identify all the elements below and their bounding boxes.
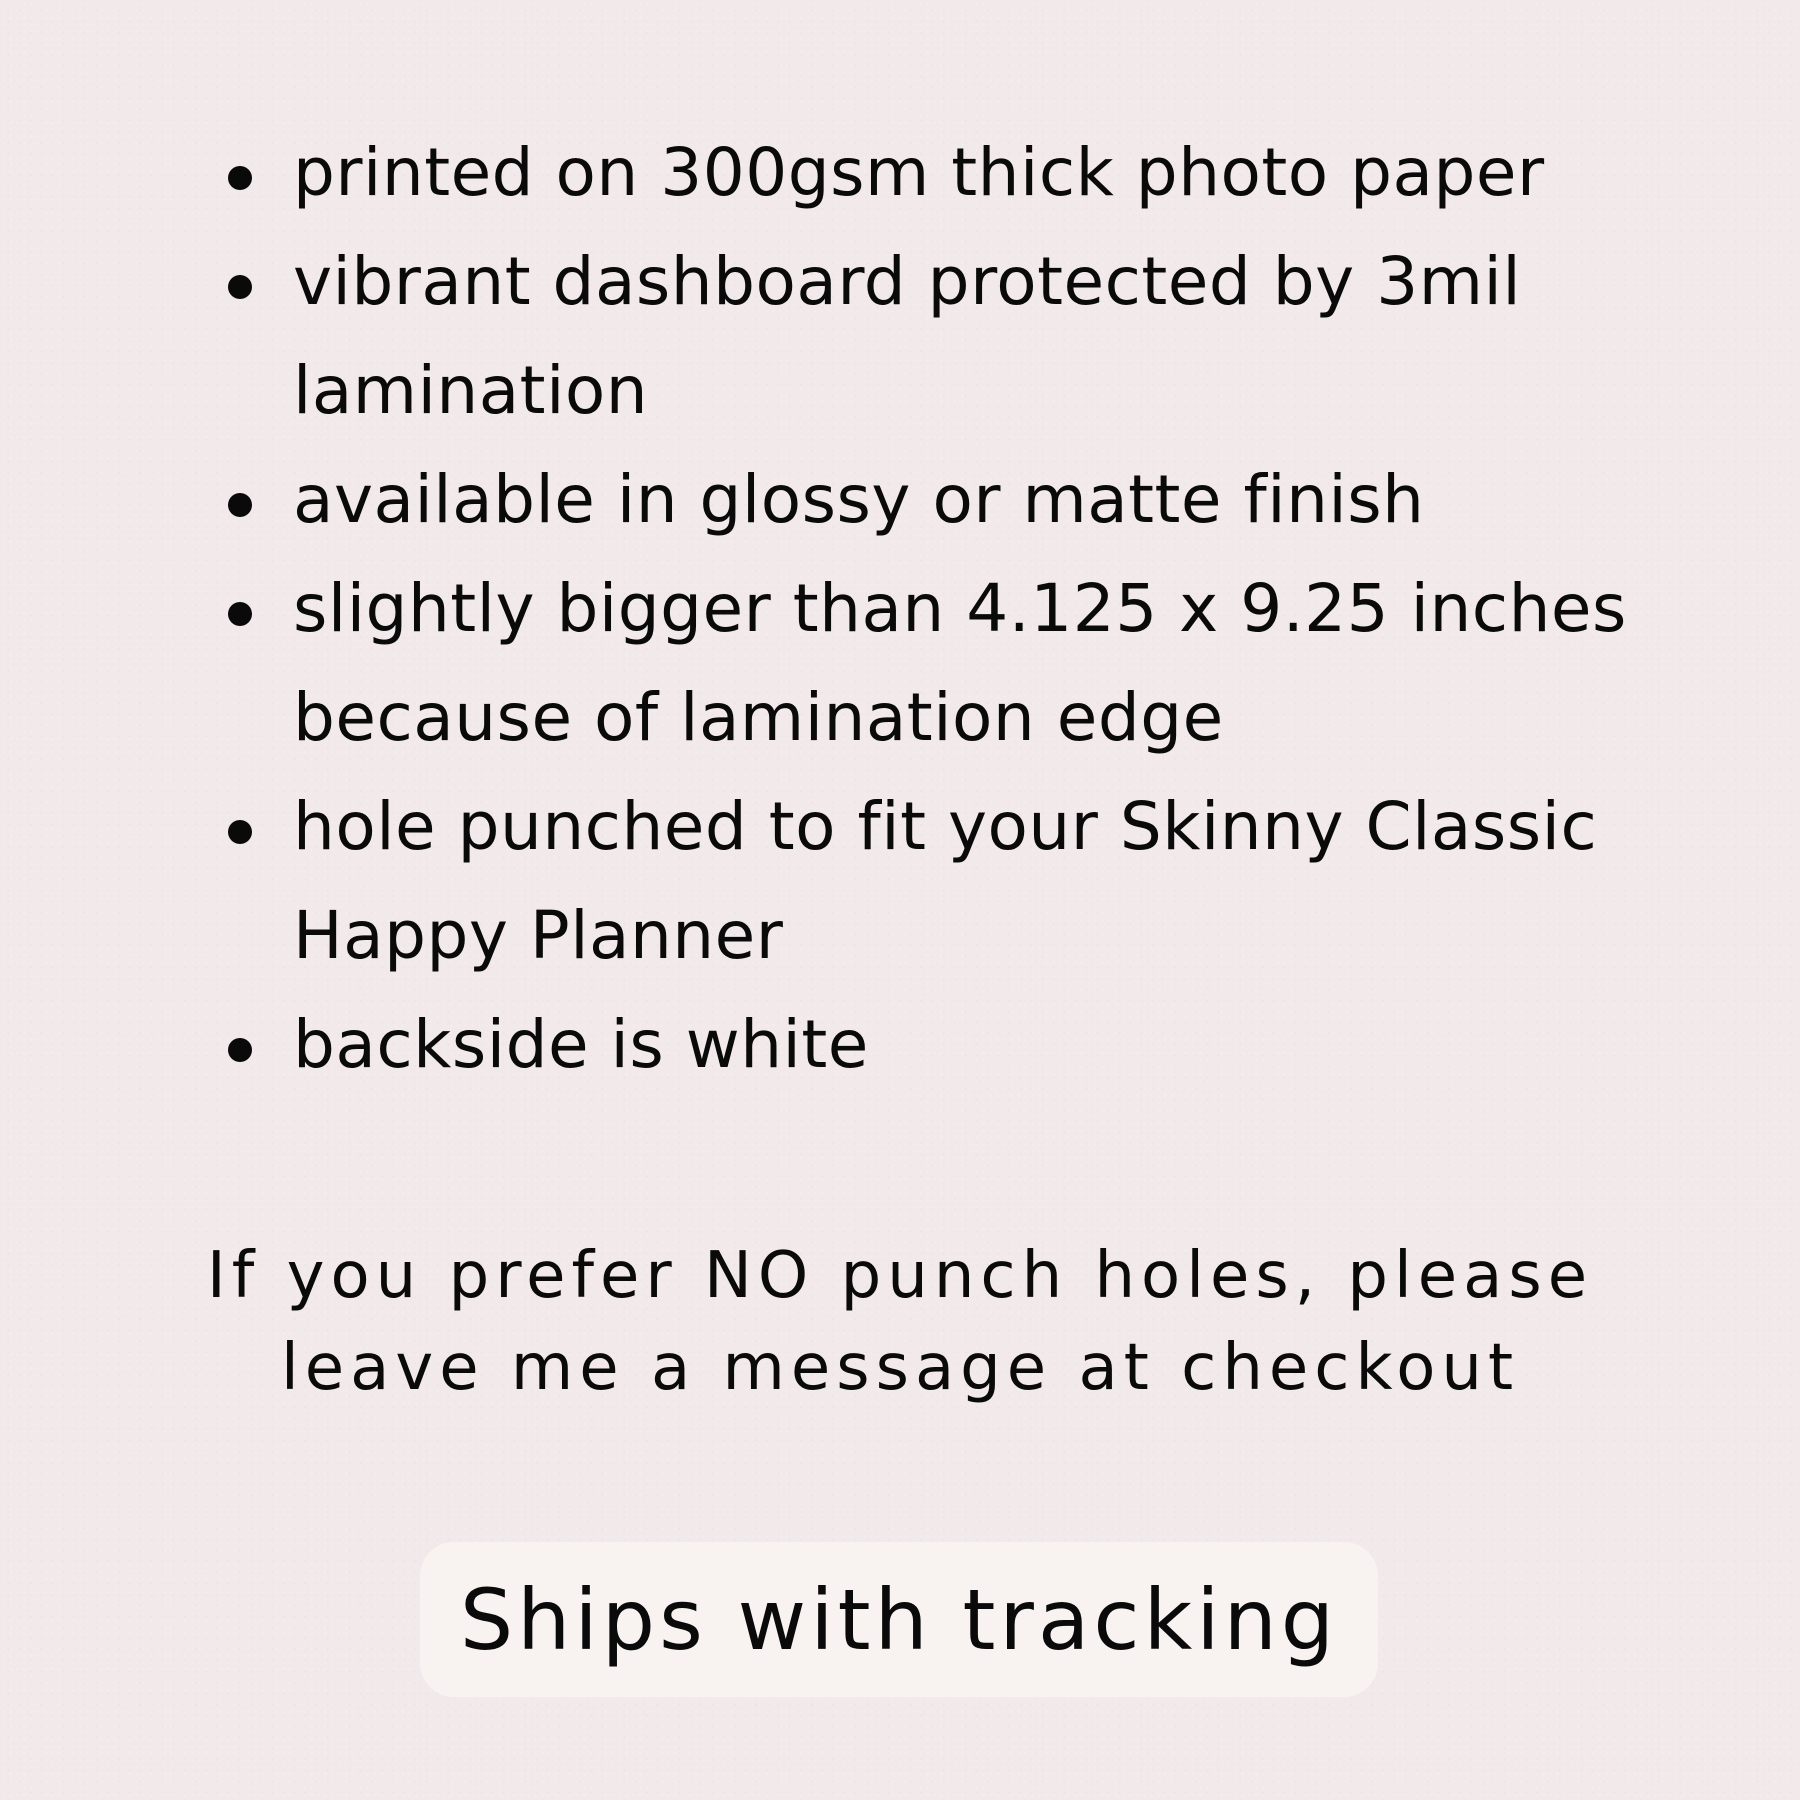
bullet-dot-icon [228, 820, 252, 844]
feature-text: available in glossy or matte finish [293, 461, 1425, 538]
feature-text: slightly bigger than 4.125 x 9.25 inches because of lamination edge [293, 570, 1627, 756]
feature-text: vibrant dashboard protected by 3mil lamination [293, 243, 1522, 429]
feature-text: backside is white [293, 1006, 869, 1083]
list-item [228, 554, 1668, 772]
list-item [228, 990, 1668, 1099]
shipping-label: Ships with tracking [459, 1570, 1339, 1669]
list-item [228, 227, 1668, 445]
punch-hole-note [200, 1230, 1600, 1414]
bullet-dot-icon [228, 166, 252, 190]
list-item [228, 118, 1668, 227]
note-line-2: leave me a message at checkout [280, 1331, 1520, 1405]
list-item [228, 445, 1668, 554]
bullet-dot-icon [228, 275, 252, 299]
bullet-dot-icon [228, 1038, 252, 1062]
list-item [228, 772, 1668, 990]
bullet-dot-icon [228, 602, 252, 626]
note-line-1: If you prefer NO punch holes, please [206, 1239, 1594, 1313]
feature-text: hole punched to fit your Skinny Classic Happy Planner [293, 788, 1598, 974]
bullet-dot-icon [228, 493, 252, 517]
feature-list [228, 118, 1668, 1099]
feature-text: printed on 300gsm thick photo paper [293, 134, 1545, 211]
shipping-badge [420, 1542, 1378, 1697]
